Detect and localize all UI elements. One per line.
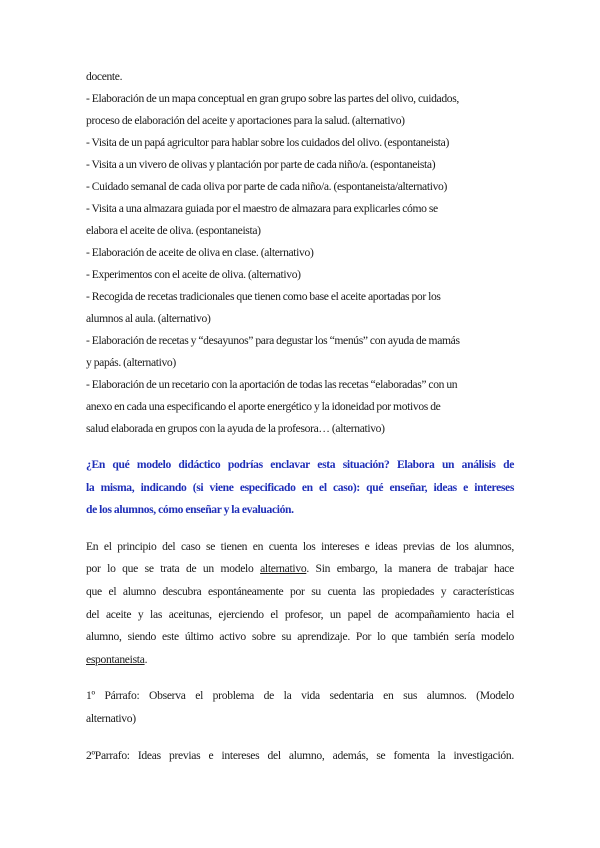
list-line: elabora el aceite de oliva. (espontaneista) xyxy=(86,224,261,237)
list-line: - Cuidado semanal de cada oliva por parte de cada niño/a. (espontaneista/alternativo) xyxy=(86,180,447,193)
answer-line: del aceite y las aceitunas, ejerciendo el profesor, un papel de acompañamiento hacia el xyxy=(86,607,514,621)
answer-paragraph xyxy=(86,536,514,672)
list-line: - Elaboración de un recetario con la aportación de todas las recetas “elaboradas” con un xyxy=(86,378,458,391)
list-line: docente. xyxy=(86,70,123,83)
answer-line: que el alumno descubra espontáneamente por su cuenta las propiedades y características xyxy=(86,584,514,598)
parrafo-2-line: 2ºParrafo: Ideas previas e intereses del alumno, además, se fomenta la investigación. xyxy=(86,748,514,762)
question-line: de los alumnos, cómo enseñar y la evaluación. xyxy=(86,503,294,517)
activity-list xyxy=(86,66,514,440)
model-alternativo: alternativo xyxy=(260,562,307,576)
parrafo-1 xyxy=(86,685,514,730)
list-line: salud elaborada en grupos con la ayuda de la profesora… (alternativo) xyxy=(86,422,385,435)
list-line: - Visita a un vivero de olivas y plantación por parte de cada niño/a. (espontaneista) xyxy=(86,158,436,171)
list-line: alumnos al aula. (alternativo) xyxy=(86,312,211,325)
list-line: - Elaboración de aceite de oliva en clase. (alternativo) xyxy=(86,246,314,259)
answer-line xyxy=(86,649,514,672)
parrafo-1-line: alternativo) xyxy=(86,711,136,725)
answer-line: En el principio del caso se tienen en cuenta los intereses e ideas previas de los alumnos, xyxy=(86,539,514,553)
page-content xyxy=(86,66,514,767)
list-line: - Visita de un papá agricultor para hablar sobre los cuidados del olivo. (espontaneista) xyxy=(86,136,449,149)
answer-line: alumno, siendo este último activo sobre su aprendizaje. Por lo que también sería modelo xyxy=(86,630,514,644)
question-heading xyxy=(86,454,514,522)
list-line: proceso de elaboración del aceite y aportaciones para la salud. (alternativo) xyxy=(86,114,405,127)
answer-line xyxy=(86,558,514,581)
list-line: - Visita a una almazara guiada por el maestro de almazara para explicarles cómo se xyxy=(86,202,438,215)
list-line: - Elaboración de recetas y “desayunos” para degustar los “menús” con ayuda de mamás xyxy=(86,334,460,347)
list-line: - Experimentos con el aceite de oliva. (alternativo) xyxy=(86,268,301,281)
list-line: anexo en cada una especificando el aporte energético y la idoneidad por motivos de xyxy=(86,400,441,413)
list-line: - Elaboración de un mapa conceptual en gran grupo sobre las partes del olivo, cuidados, xyxy=(86,92,459,105)
model-espontaneista: espontaneista xyxy=(86,652,145,666)
parrafo-1-line: 1º Párrafo: Observa el problema de la vida sedentaria en sus alumnos. (Modelo xyxy=(86,689,514,703)
parrafo-2 xyxy=(86,745,514,768)
list-line: - Recogida de recetas tradicionales que tienen como base el aceite aportadas por los xyxy=(86,290,441,303)
question-line: ¿En qué modelo didáctico podrías enclavar esta situación? Elabora un análisis de xyxy=(86,458,514,471)
list-line: y papás. (alternativo) xyxy=(86,356,176,369)
answer-text: . Sin embargo, la manera de trabajar hace xyxy=(306,562,514,576)
question-line: la misma, indicando (si viene especificado en el caso): qué enseñar, ideas e intereses xyxy=(86,480,514,494)
answer-text: por lo que se trata de un modelo xyxy=(86,562,261,576)
answer-text: . xyxy=(144,652,148,666)
